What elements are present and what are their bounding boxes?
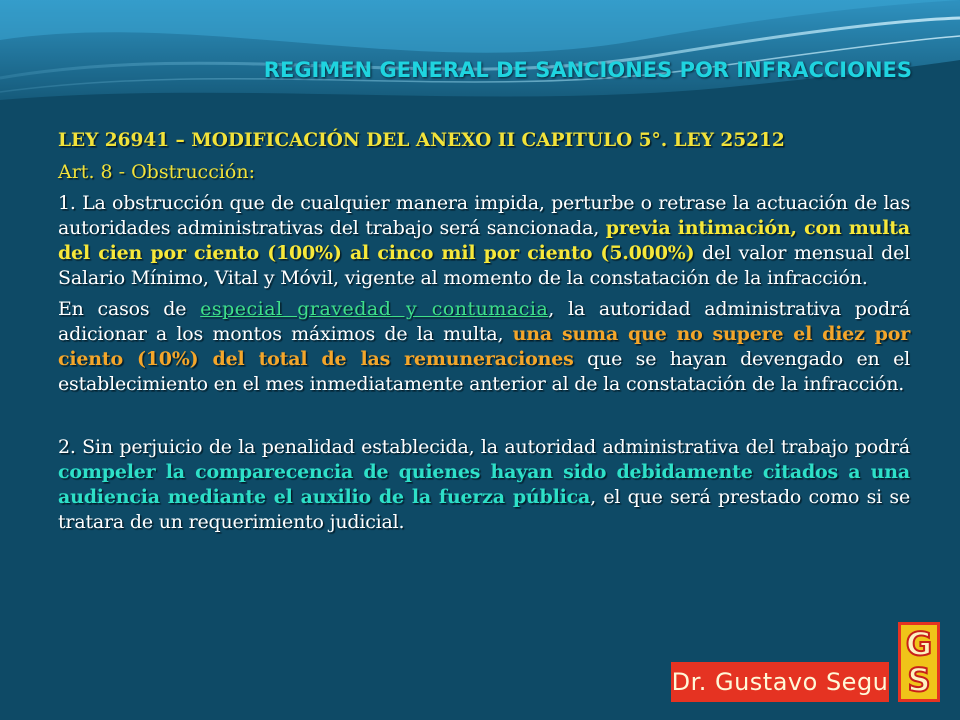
paragraph-3 [58, 435, 910, 535]
paragraph-2-text-c: que se hayan devengado en el establecimiento en el mes inmediatamente anterior al de la constatación de la infracción. [58, 348, 910, 395]
paragraph-3-text-b: , el que será prestado como si se tratara de un requerimiento judicial. [58, 486, 910, 533]
paragraph-1-text-b: del valor mensual del Salario Mínimo, Vital y Móvil, vigente al momento de la constatación de la infracción. [58, 242, 910, 289]
paragraph-3-text-a: 2. Sin perjuicio de la penalidad establecida, la autoridad administrativa del trabajo podrá [58, 436, 910, 458]
gs-logo [898, 622, 940, 702]
signature-banner: Dr. Gustavo Segu [671, 662, 889, 702]
paragraph-1-highlight: previa intimación, con multa del cien por ciento (100%) al cinco mil por ciento (5.000%) [58, 217, 910, 264]
paragraph-2-highlight-green: especial gravedad y contumacia [200, 298, 549, 320]
paragraph-2-text-b: , la autoridad administrativa podrá adicionar a los montos máximos de la multa, [58, 298, 910, 345]
slide-title: REGIMEN GENERAL DE SANCIONES POR INFRACCIONES [263, 58, 912, 82]
paragraph-2 [58, 297, 910, 397]
slide-content [58, 128, 910, 541]
article-heading [58, 160, 910, 185]
paragraph-1-text-a: 1. La obstrucción que de cualquier manera impida, perturbe o retrase la actuación de las autoridades administrativas del trabajo será sancionada, [58, 192, 910, 239]
article-suffix: : [248, 161, 255, 183]
law-heading: LEY 26941 – MODIFICACIÓN DEL ANEXO II CAPITULO 5°. LEY 25212 [58, 130, 785, 151]
paragraph-2-text-a: En casos de [58, 298, 201, 320]
logo-letter-s: S [907, 661, 931, 699]
article-label: Art. 8 - Obstrucción [58, 161, 249, 183]
paragraph-2-highlight-orange: una suma que no supere el diez por ciento (10%) del total de las remuneraciones [58, 323, 911, 370]
paragraph-1 [58, 191, 910, 291]
paragraph-spacer [58, 403, 910, 435]
paragraph-3-highlight: compeler la comparecencia de quienes hayan sido debidamente citados a una audiencia mediante el auxilio de la fuerza pública [58, 461, 910, 508]
logo-letter-g: G [905, 625, 933, 663]
